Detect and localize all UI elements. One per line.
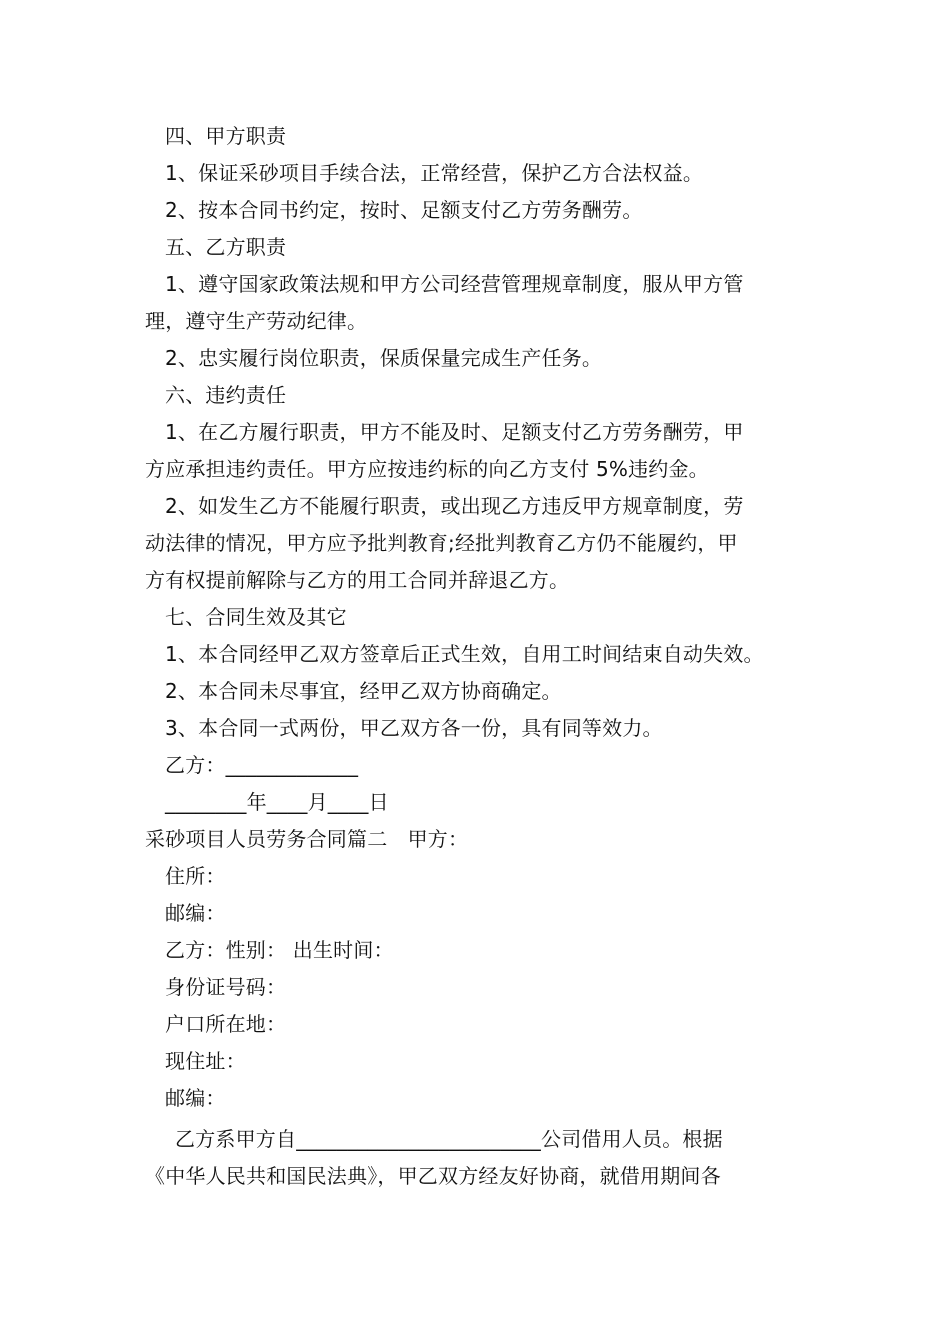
- clause-text: 2、本合同未尽事宜，经甲乙双方协商确定。: [165, 679, 562, 703]
- clause-text: 1、遵守国家政策法规和甲方公司经营管理规章制度，服从甲方管: [165, 272, 744, 296]
- section-heading: 四、甲方职责: [165, 124, 287, 148]
- clause-text: 1、保证采砂项目手续合法，正常经营，保护乙方合法权益。: [165, 161, 704, 185]
- date-line: ________年____月____日: [165, 790, 389, 814]
- form-field-label: 邮编：: [165, 1086, 226, 1110]
- clause-text: 1、在乙方履行职责，甲方不能及时、足额支付乙方劳务酬劳，甲: [165, 420, 744, 444]
- form-field-label: 户口所在地：: [165, 1012, 287, 1036]
- clause-text: 3、本合同一式两份，甲乙双方各一份，具有同等效力。: [165, 716, 663, 740]
- clause-text: 1、本合同经甲乙双方签章后正式生效，自用工时间结束自动失效。: [165, 642, 764, 666]
- clause-text: 2、忠实履行岗位职责，保质保量完成生产任务。: [165, 346, 603, 370]
- form-field-label: 乙方：性别： 出生时间：: [165, 938, 394, 962]
- signature-line: 乙方：_____________: [165, 753, 359, 777]
- form-field-label: 身份证号码：: [165, 975, 287, 999]
- section-heading: 五、乙方职责: [165, 235, 287, 259]
- body-paragraph: 乙方系甲方自________________________公司借用人员。根据: [175, 1127, 723, 1151]
- clause-text: 动法律的情况，甲方应予批判教育;经批判教育乙方仍不能履约，甲: [145, 531, 738, 555]
- body-paragraph: 《中华人民共和国民法典》，甲乙双方经友好协商，就借用期间各: [145, 1164, 721, 1188]
- form-field-label: 住所：: [165, 864, 226, 888]
- section-heading: 七、合同生效及其它: [165, 605, 347, 629]
- form-field-label: 现住址：: [165, 1049, 246, 1073]
- clause-text: 2、如发生乙方不能履行职责，或出现乙方违反甲方规章制度，劳: [165, 494, 744, 518]
- section-heading: 六、违约责任: [165, 383, 287, 407]
- clause-text: 理，遵守生产劳动纪律。: [145, 309, 368, 333]
- contract-title: 采砂项目人员劳务合同篇二 甲方：: [145, 827, 469, 851]
- clause-text: 2、按本合同书约定，按时、足额支付乙方劳务酬劳。: [165, 198, 643, 222]
- form-field-label: 邮编：: [165, 901, 226, 925]
- clause-text: 方有权提前解除与乙方的用工合同并辞退乙方。: [145, 568, 570, 592]
- clause-text: 方应承担违约责任。甲方应按违约标的向乙方支付 5%违约金。: [145, 457, 709, 481]
